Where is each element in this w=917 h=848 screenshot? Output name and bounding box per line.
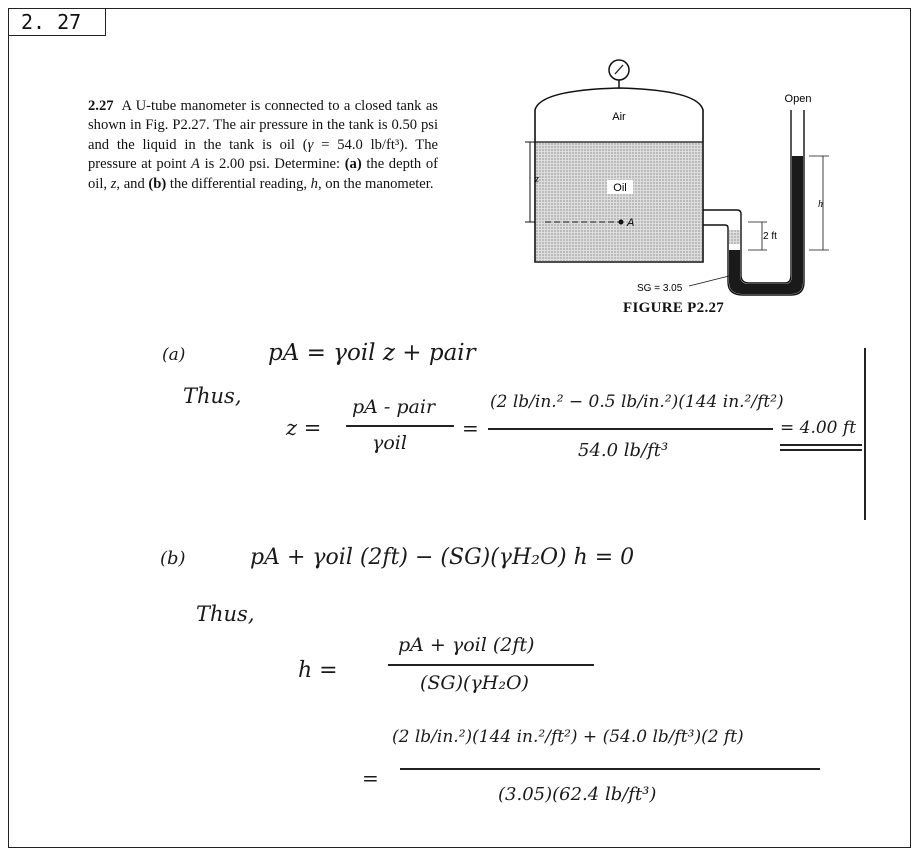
- equals-sign: =: [462, 416, 479, 440]
- open-label: Open: [784, 93, 812, 105]
- z-fraction-numerator: pA - pair: [352, 396, 436, 418]
- thus-label: Thus,: [183, 384, 242, 408]
- fraction-bar: [400, 768, 820, 770]
- equals-sign: =: [362, 766, 379, 790]
- two-ft-label: 2 ft: [763, 231, 777, 242]
- part-b-label: (b): [160, 548, 186, 569]
- result-underline: [780, 444, 862, 446]
- part-b-marker: (b): [148, 175, 167, 192]
- part-a-equation: pA = γoil z + pair: [268, 340, 476, 366]
- h-denominator: (3.05)(62.4 lb/ft³): [498, 784, 657, 805]
- h-numerator: (2 lb/in.²)(144 in.²/ft²) + (54.0 lb/ft³)(2 ft): [392, 727, 744, 747]
- problem-text: = 54.0 lb/ft³). The pressure at point: [88, 136, 438, 173]
- point-label: A: [191, 156, 200, 173]
- margin-line: [864, 348, 866, 520]
- part-b-equation: pA + γoil (2ft) − (SG)(γH₂O) h = 0: [250, 545, 635, 570]
- problem-text: , on the manometer.: [317, 175, 434, 192]
- oil-label: Oil: [613, 182, 627, 194]
- problem-text: the differential reading,: [166, 175, 311, 192]
- h-fraction-numerator: pA + γoil (2ft): [398, 634, 535, 656]
- h-lhs: h =: [298, 658, 338, 683]
- z-symbol: z: [110, 175, 117, 192]
- h-symbol: h: [310, 175, 318, 192]
- problem-text: the depth of oil,: [88, 156, 438, 192]
- problem-text: A U-tube manometer is connected to a closed tank as shown in Fig. P2.27. The air pressure in the tank is 0.50 psi and the liquid in the tank is oil (: [88, 98, 438, 153]
- z-dim-label: z: [535, 174, 539, 185]
- fraction-bar: [388, 664, 594, 666]
- result-underline: [780, 449, 862, 451]
- z-lhs: z =: [286, 416, 322, 440]
- figure-caption: FIGURE P2.27: [623, 300, 725, 316]
- problem-text: , and: [116, 175, 149, 192]
- z-result: = 4.00 ft: [780, 418, 857, 438]
- sg-label: SG = 3.05: [637, 283, 683, 294]
- oil-region: [536, 142, 702, 261]
- problem-statement: [88, 97, 438, 194]
- point-a-label: A: [627, 217, 635, 229]
- fraction-bar: [488, 428, 773, 430]
- problem-text: is 2.00 psi. Determine:: [199, 156, 345, 173]
- problem-number: 2.27: [88, 98, 114, 114]
- air-label: Air: [612, 111, 626, 123]
- fraction-bar: [346, 425, 454, 427]
- part-a-label: (a): [162, 345, 186, 365]
- h-fraction-denominator: (SG)(γH₂O): [420, 672, 529, 694]
- part-a-marker: (a): [344, 156, 362, 173]
- manometer-fluid: [729, 156, 803, 294]
- z-numerator: (2 lb/in.² − 0.5 lb/in.²)(144 in.²/ft²): [490, 392, 784, 412]
- problem-number-box: 2. 27: [8, 8, 106, 36]
- thus-label: Thus,: [196, 602, 255, 626]
- manometer-figure: [515, 50, 835, 330]
- gamma-symbol: γ: [307, 136, 314, 153]
- z-denominator: 54.0 lb/ft³: [578, 440, 669, 461]
- h-dim-label: h: [818, 199, 823, 210]
- z-fraction-denominator: γoil: [372, 432, 407, 454]
